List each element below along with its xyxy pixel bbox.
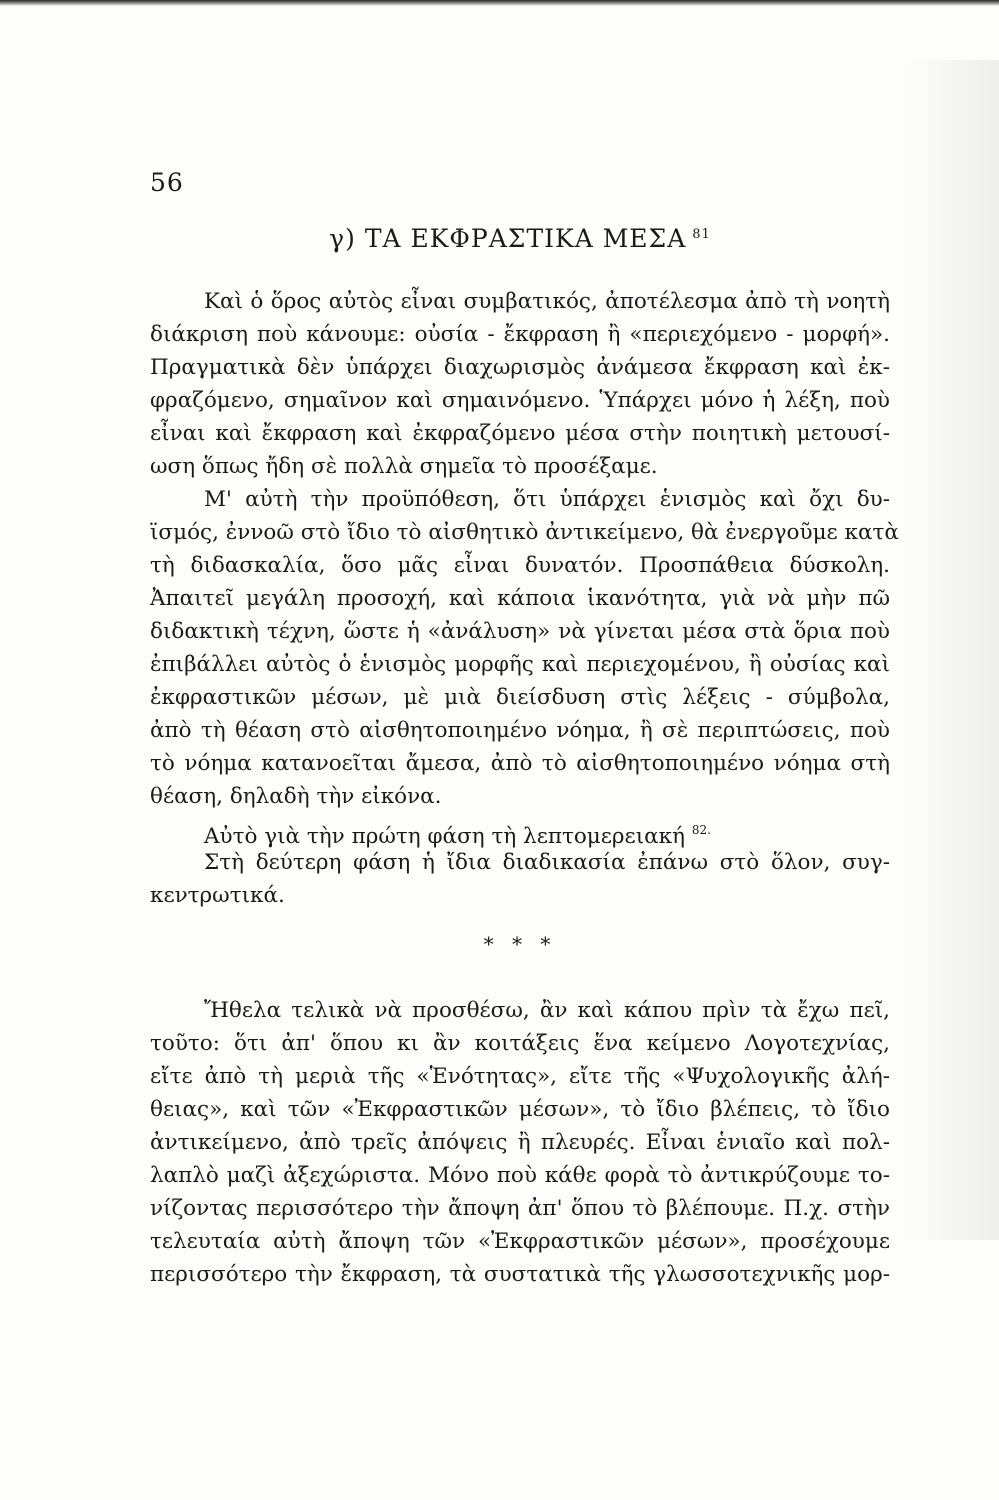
text-line: Ἀπαιτεῖ μεγάλη προσοχή, καὶ κάποια ἱκανότητα, γιὰ νὰ μὴν πῶ	[150, 586, 890, 611]
text-line: ἀντικείμενο, ἀπὸ τρεῖς ἀπόψεις ἢ πλευρές. Εἶναι ἑνιαῖο καὶ πολ-	[150, 1130, 890, 1155]
text-line: ωση ὅπως ἤδη σὲ πολλὰ σημεῖα τὸ προσέξαμε.	[150, 454, 658, 479]
text-line: ἐπιβάλλει αὐτὸς ὁ ἑνισμὸς μορφῆς καὶ περιεχομένου, ἢ οὐσίας καὶ	[150, 652, 890, 677]
text-line: κεντρωτικά.	[150, 883, 285, 908]
text-line: Πραγματικὰ δὲν ὑπάρχει διαχωρισμὸς ἀνάμεσα ἔκφραση καὶ ἐκ-	[150, 355, 890, 380]
page-shadow	[907, 60, 999, 1240]
text-line: διάκριση ποὺ κάνουμε: οὐσία - ἔκφραση ἢ «περιεχόμενο - μορφή».	[150, 322, 890, 347]
text-line: εἶναι καὶ ἔκφραση καὶ ἐκφραζόμενο μέσα στὴν ποιητικὴ μετουσί-	[150, 421, 890, 446]
text-line: νίζοντας περισσότερο τὴν ἄποψη ἀπ' ὅπου τὸ βλέπουμε. Π.χ. στὴν	[150, 1196, 890, 1221]
text-line: ἐκφραστικῶν μέσων, μὲ μιὰ διείσδυση στὶς λέξεις - σύμβολα,	[150, 685, 890, 710]
text-line: περισσότερο τὴν ἔκφραση, τὰ συστατικὰ τῆς γλωσσοτεχνικῆς μορ-	[150, 1262, 890, 1287]
text-line: φραζόμενο, σημαῖνον καὶ σημαινόμενο. Ὑπάρχει μόνο ἡ λέξη, ποὺ	[150, 388, 890, 413]
text-line	[204, 815, 890, 852]
heading-footnote-ref: 81	[692, 227, 711, 242]
page-top-edge	[0, 0, 999, 6]
text-line: Καὶ ὁ ὅρος αὐτὸς εἶναι συμβατικός, ἀποτέλεσμα ἀπὸ τὴ νοητὴ	[204, 289, 890, 314]
page-number: 56	[150, 168, 184, 197]
section-heading-text: γ) ΤΑ ΕΚΦΡΑΣΤΙΚΑ ΜΕΣΑ	[329, 224, 687, 253]
text-line: θέαση, δηλαδὴ τὴν εἰκόνα.	[150, 784, 442, 809]
text-line: ἀπὸ τὴ θέαση στὸ αἰσθητοποιημένο νόημα, ἢ σὲ περιπτώσεις, ποὺ	[150, 718, 890, 743]
text-line: θειας», καὶ τῶν «Ἐκφραστικῶν μέσων», τὸ ἴδιο βλέπεις, τὸ ἴδιο	[150, 1097, 890, 1122]
text-line-body: Αὐτὸ γιὰ τὴν πρώτη φάση τὴ λεπτομερειακή	[204, 824, 685, 849]
text-line: τοῦτο: ὅτι ἀπ' ὅπου κι ἂν κοιτάξεις ἕνα κείμενο Λογοτεχνίας,	[150, 1031, 890, 1056]
text-line: διδακτικὴ τέχνη, ὥστε ἡ «ἀνάλυση» νὰ γίνεται μέσα στὰ ὅρια ποὺ	[150, 619, 890, 644]
text-line: τὴ διδασκαλία, ὅσο μᾶς εἶναι δυνατόν. Προσπάθεια δύσκολη.	[150, 553, 890, 578]
text-line: εἴτε ἀπὸ τὴ μεριὰ τῆς «Ἑνότητας», εἴτε τῆς «Ψυχολογικῆς ἀλή-	[150, 1064, 890, 1089]
text-line: Ἤθελα τελικὰ νὰ προσθέσω, ἂν καὶ κάπου πρὶν τὰ ἔχω πεῖ,	[204, 998, 890, 1023]
text-line: τελευταία αὐτὴ ἄποψη τῶν «Ἐκφραστικῶν μέσων», προσέχουμε	[150, 1229, 890, 1254]
text-line: Μ' αὐτὴ τὴν προϋπόθεση, ὅτι ὑπάρχει ἑνισμὸς καὶ ὄχι δυ-	[204, 487, 890, 512]
text-line: λαπλὸ μαζὶ ἀξεχώριστα. Μόνο ποὺ κάθε φορὰ τὸ ἀντικρύζουμε το-	[150, 1163, 890, 1188]
text-line: Στὴ δεύτερη φάση ἡ ἴδια διαδικασία ἐπάνω στὸ ὅλον, συγ-	[204, 850, 890, 875]
section-heading	[150, 224, 890, 253]
text-line: ϊσμός, ἐννοῶ στὸ ἴδιο τὸ αἰσθητικὸ ἀντικείμενο, θὰ ἐνεργοῦμε κατὰ	[150, 520, 899, 545]
text-line: τὸ νόημα κατανοεῖται ἄμεσα, ἀπὸ τὸ αἰσθητοποιημένο νόημα στὴ	[150, 751, 890, 776]
section-separator: * * *	[483, 932, 557, 956]
footnote-ref-82: 82.	[691, 823, 711, 837]
